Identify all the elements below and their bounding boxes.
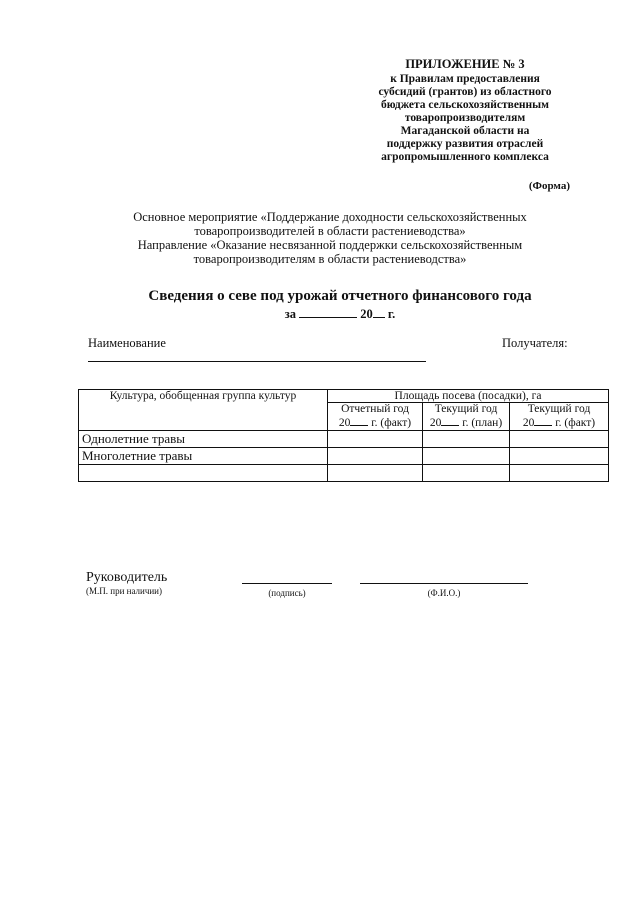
measure-line: товаропроизводителям в области растениеводства» xyxy=(193,252,467,266)
header-crop: Культура, обобщенная группа культур xyxy=(109,390,297,402)
name-input-line[interactable] xyxy=(88,361,426,362)
period-suffix: г. xyxy=(387,307,396,321)
table-row xyxy=(79,465,609,482)
row-cell[interactable] xyxy=(510,431,609,448)
fio-caption: (Ф.И.О.) xyxy=(427,588,461,598)
sub-label: Отчетный год xyxy=(341,403,409,415)
period-year-blank[interactable] xyxy=(373,306,385,318)
table-row xyxy=(79,431,609,448)
row-crop: Однолетние травы xyxy=(79,431,328,448)
row-crop[interactable] xyxy=(79,465,328,482)
signer-role: Руководитель xyxy=(86,570,168,585)
row-cell[interactable] xyxy=(510,448,609,465)
sub-year: 20 xyxy=(522,417,535,429)
appendix-line: агропромышленного комплекса xyxy=(381,151,549,163)
period-prefix: за xyxy=(284,307,296,321)
period-line xyxy=(90,306,590,322)
row-crop: Многолетние травы xyxy=(79,448,328,465)
header-area-cell xyxy=(328,390,609,403)
period-blank[interactable] xyxy=(299,306,357,318)
sub-kind: г. (факт) xyxy=(555,417,596,429)
header-sub-3 xyxy=(510,403,609,431)
appendix-line: товаропроизводителям xyxy=(404,112,526,124)
period-year-prefix: 20 xyxy=(360,307,373,321)
sub-year: 20 xyxy=(338,417,351,429)
appendix-header xyxy=(360,58,570,164)
sub-kind: г. (план) xyxy=(462,417,503,429)
header-sub-1 xyxy=(328,403,423,431)
appendix-line: субсидий (грантов) из областного xyxy=(378,86,552,98)
measure-line: Основное мероприятие «Поддержание доходности сельскохозяйственных xyxy=(133,210,527,224)
fio-line[interactable] xyxy=(360,583,528,584)
header-sub-2 xyxy=(423,403,510,431)
appendix-line: бюджета сельскохозяйственным xyxy=(381,99,549,111)
form-label: (Форма) xyxy=(528,180,570,192)
sub-label: Текущий год xyxy=(527,403,591,415)
appendix-line: к Правилам предоставления xyxy=(390,73,540,85)
document-title: Сведения о севе под урожай отчетного финансового года xyxy=(148,288,532,304)
header-area: Площадь посева (посадки), га xyxy=(394,390,542,402)
row-cell[interactable] xyxy=(328,465,423,482)
row-cell[interactable] xyxy=(423,465,510,482)
measure-block xyxy=(90,210,570,266)
row-cell[interactable] xyxy=(423,448,510,465)
table-row xyxy=(79,448,609,465)
recipient-label: Получателя: xyxy=(502,336,568,350)
name-label: Наименование xyxy=(88,336,166,350)
measure-line: товаропроизводителей в области растениеводства» xyxy=(194,224,466,238)
measure-line: Направление «Оказание несвязанной поддержки сельскохозяйственным xyxy=(137,238,523,252)
sub-year: 20 xyxy=(429,417,442,429)
sub-kind: г. (факт) xyxy=(371,417,412,429)
appendix-line: поддержку развития отраслей xyxy=(386,138,544,150)
appendix-number: ПРИЛОЖЕНИЕ № 3 xyxy=(405,57,525,71)
sub-label: Текущий год xyxy=(434,403,498,415)
row-cell[interactable] xyxy=(328,448,423,465)
signature-line[interactable] xyxy=(242,583,332,584)
appendix-line: Магаданской области на xyxy=(400,125,530,137)
row-cell[interactable] xyxy=(510,465,609,482)
header-crop-cell xyxy=(79,390,328,431)
sowing-table xyxy=(78,389,609,482)
row-cell[interactable] xyxy=(423,431,510,448)
signature-caption: (подпись) xyxy=(268,588,306,598)
row-cell[interactable] xyxy=(328,431,423,448)
stamp-note: (М.П. при наличии) xyxy=(86,586,162,596)
